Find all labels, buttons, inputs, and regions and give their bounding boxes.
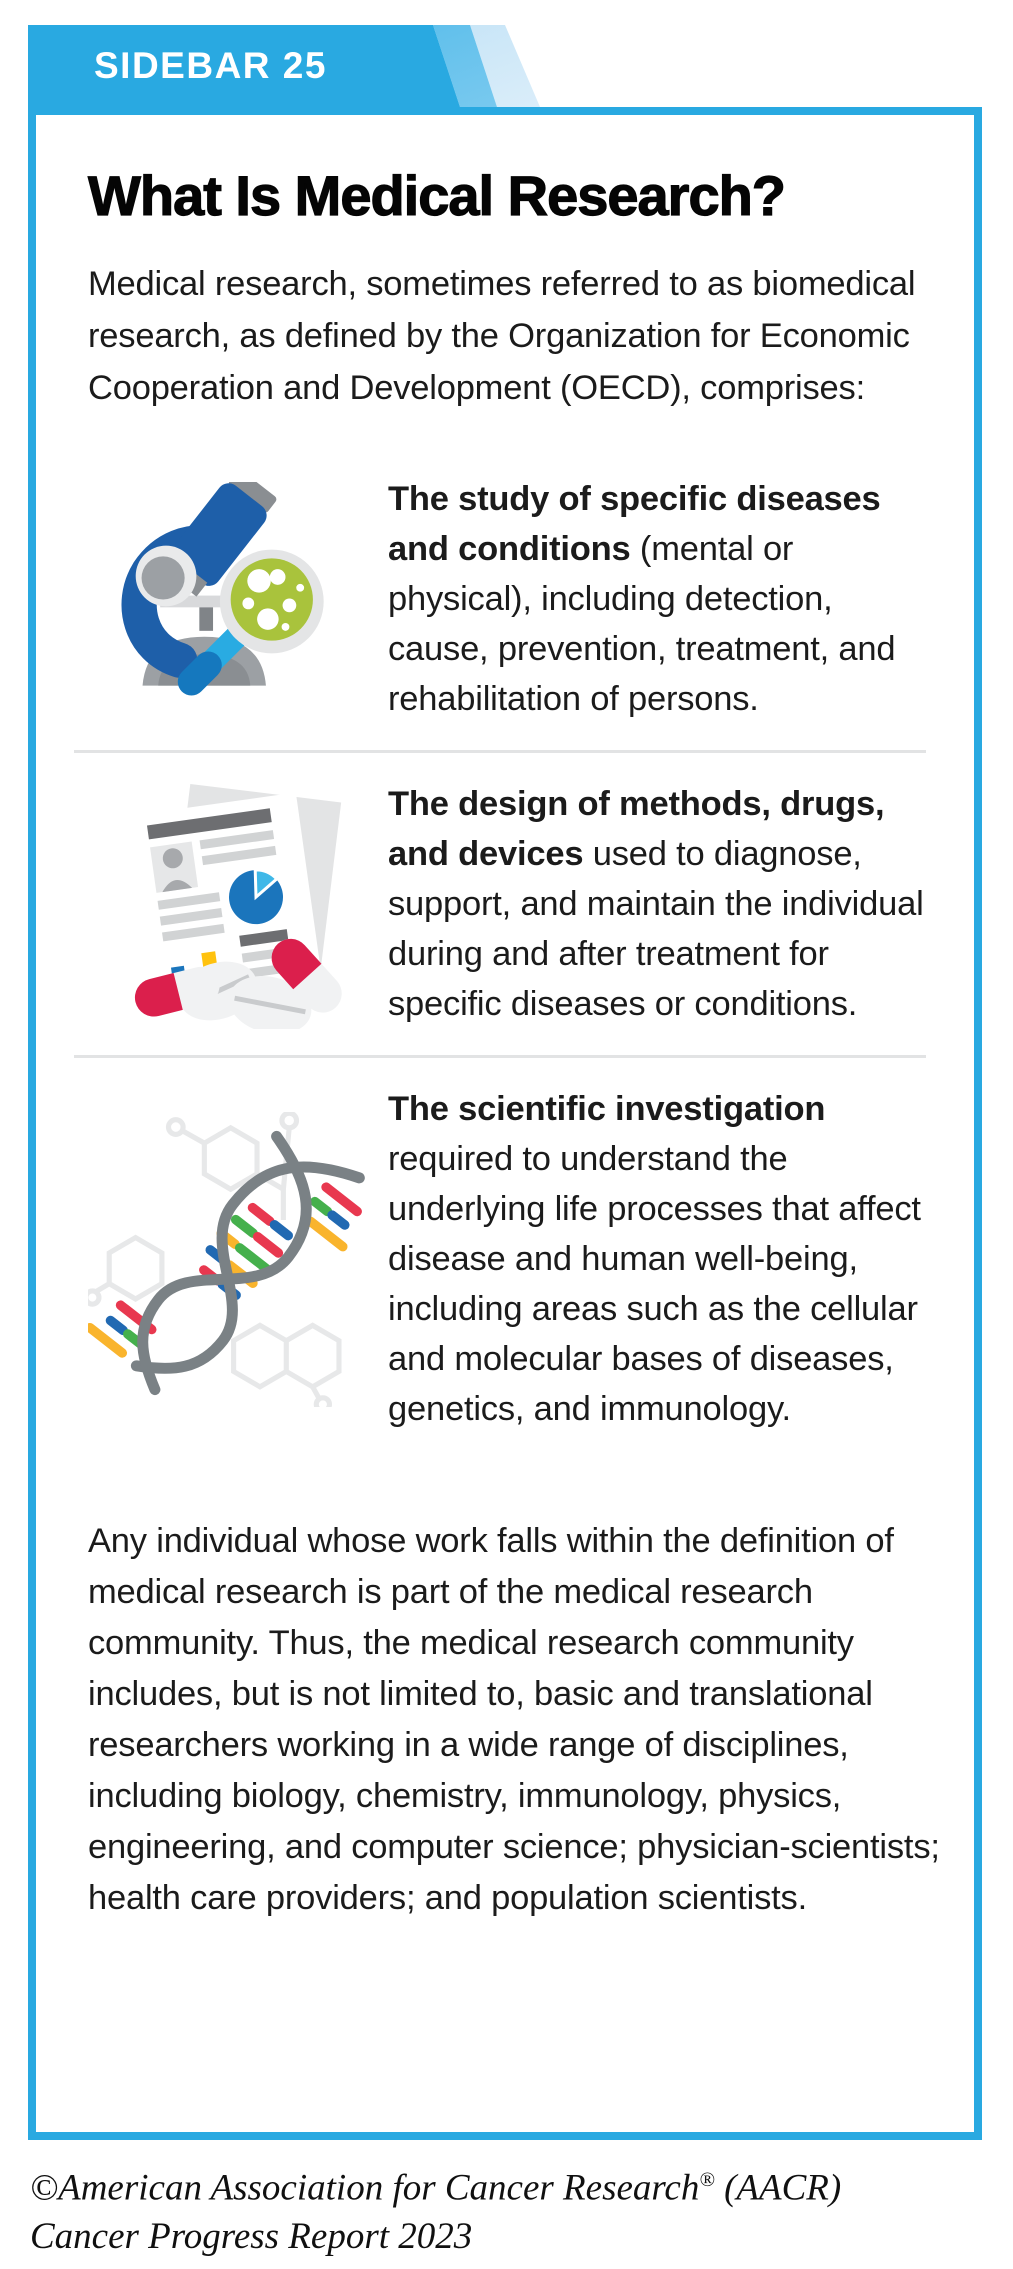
item-text <box>388 474 934 724</box>
page-title: What Is Medical Research? <box>88 164 786 227</box>
sidebar-tab <box>28 25 568 107</box>
copyright-line <box>30 2156 841 2212</box>
item-body: required to understand the underlying life processes that affect disease and human well-being, including areas such as the cellular and molecular bases of diseases, genetics, and immunology. <box>388 1140 921 1428</box>
item-bold-lead: The study of specific diseases and conditions <box>388 480 881 568</box>
closing-paragraph: Any individual whose work falls within the definition of medical research is part of the medical research community. Thus, the medical research community includes, but is not limited to, basic and translational researchers working in a wide range of disciplines, including biology, chemistry, immunology, physics, engineering, and computer science; physician-scientists; health care providers; and population scientists. <box>88 1522 940 1917</box>
item-bold-lead: The scientific investigation <box>388 1090 826 1128</box>
item-body: (mental or physical), including detection, cause, prevention, treatment, and rehabilitation of persons. <box>388 530 896 718</box>
item-text <box>388 779 934 1029</box>
item-text <box>388 1084 934 1434</box>
list-item-methods <box>88 753 934 1055</box>
list-item-diseases <box>88 448 934 750</box>
list-item-science <box>88 1058 934 1460</box>
sidebar-card <box>28 107 982 2140</box>
sidebar-tab-label: SIDEBAR 25 <box>94 45 327 86</box>
item-icon-cell <box>88 482 388 717</box>
report-pills-icon <box>118 779 358 1029</box>
dna-helix-icon <box>88 1112 388 1407</box>
item-body: used to diagnose, support, and maintain the individual during and after treatment for specific diseases or conditions. <box>388 835 924 1023</box>
report-title-line: Cancer Progress Report 2023 <box>30 2216 473 2258</box>
definition-list <box>88 448 934 1460</box>
item-icon-cell <box>88 779 388 1029</box>
copyright-acronym: (AACR) <box>714 2167 842 2209</box>
microscope-petri-dish-icon <box>121 482 356 717</box>
copyright-text: ©American Association for Cancer Research <box>30 2167 700 2209</box>
item-bold-lead: The design of methods, drugs, and devices <box>388 785 885 873</box>
registered-mark: ® <box>699 2169 715 2191</box>
intro-paragraph: Medical research, sometimes referred to as biomedical research, as defined by the Organization for Economic Cooperation and Development (OECD), comprises: <box>88 265 916 407</box>
item-icon-cell <box>88 1112 388 1407</box>
copyright-footer <box>30 2156 841 2261</box>
